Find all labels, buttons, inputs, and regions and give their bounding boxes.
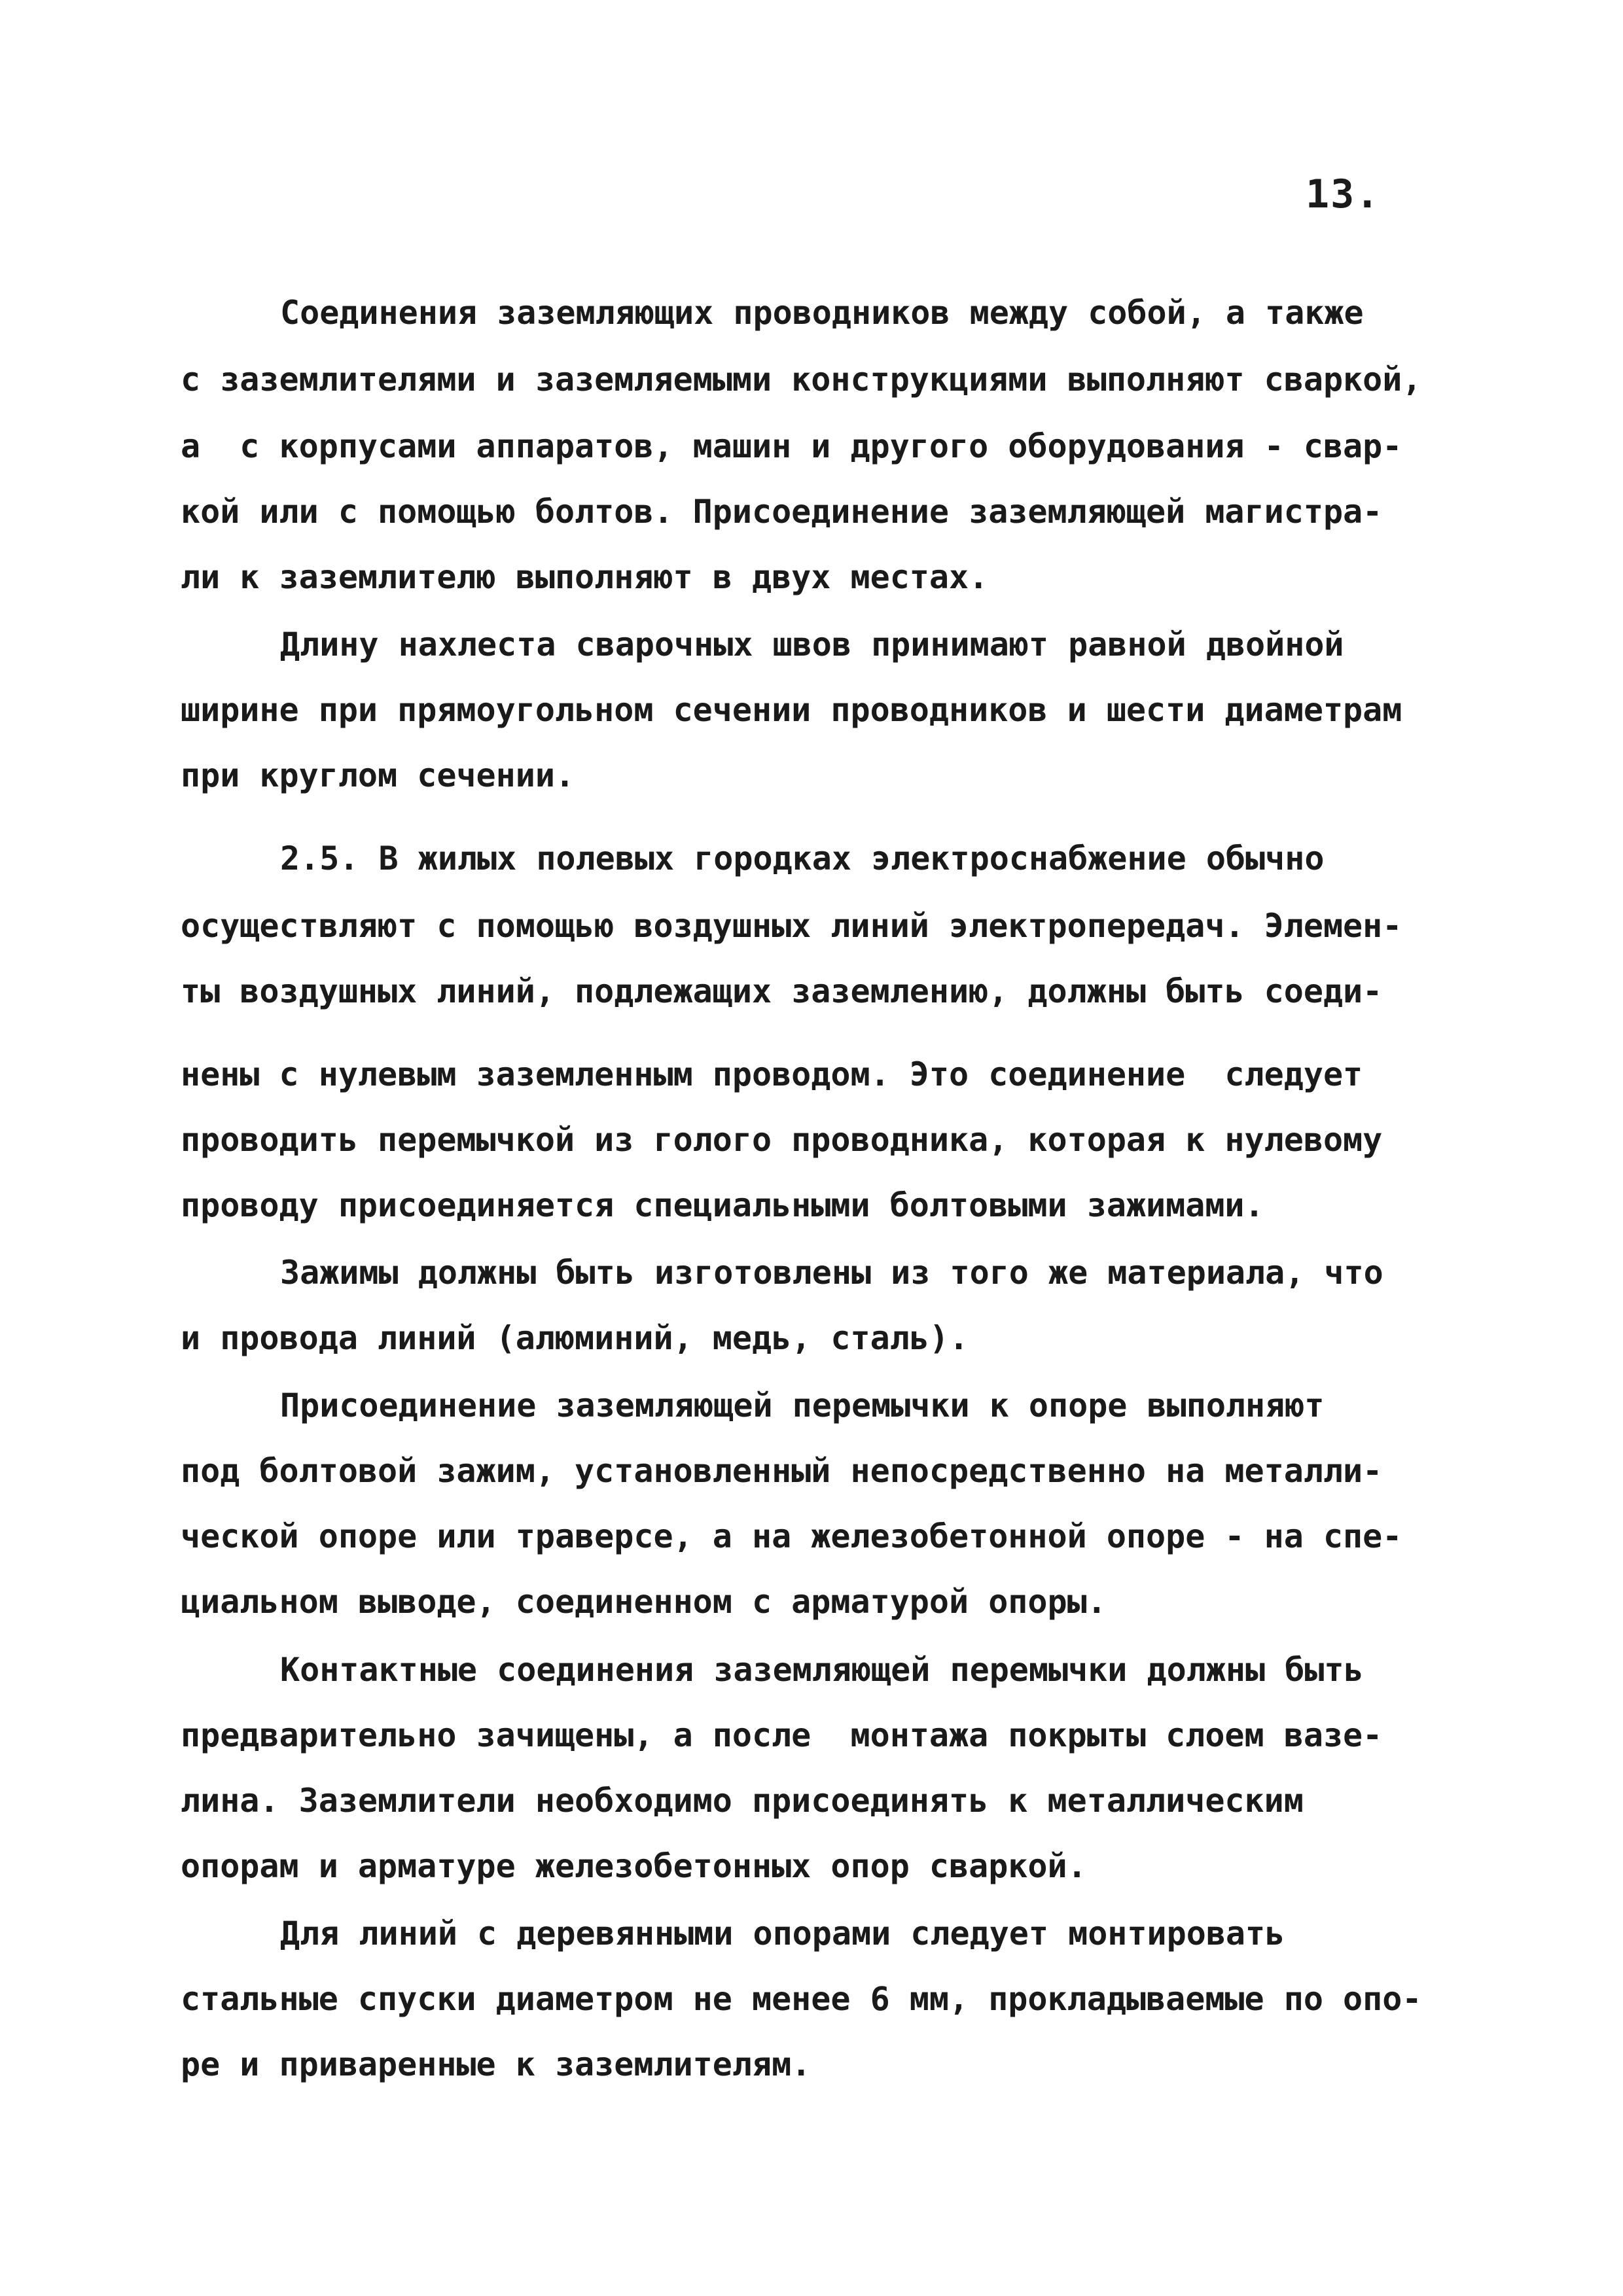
- text-line: ширине при прямоугольном сечении проводников и шести диаметрам: [181, 691, 1402, 729]
- text-line: ре и приваренные к заземлителям.: [181, 2045, 812, 2083]
- text-line: Для линий с деревянными опорами следует монтировать: [280, 1915, 1285, 1952]
- text-line: ли к заземлителю выполняют в двух местах.: [181, 558, 989, 596]
- text-line: Длину нахлеста сварочных швов принимают равной двойной: [280, 626, 1344, 663]
- text-line: стальные спуски диаметром не менее 6 мм, прокладываемые по опо-: [181, 1980, 1422, 2018]
- text-line: проводить перемычкой из голого проводника, которая к нулевому: [181, 1121, 1383, 1159]
- text-line: Присоединение заземляющей перемычки к опоре выполняют: [280, 1386, 1325, 1424]
- text-line: с заземлителями и заземляемыми конструкциями выполняют сваркой,: [181, 361, 1422, 398]
- text-line: кой или с помощью болтов. Присоединение заземляющей магистра-: [181, 493, 1383, 531]
- text-line: нены с нулевым заземленным проводом. Это соединение следует: [181, 1055, 1363, 1093]
- text-line: Зажимы должны быть изготовлены из того же материала, что: [280, 1254, 1383, 1292]
- text-line: под болтовой зажим, установленный непосредственно на металли-: [181, 1452, 1383, 1490]
- text-line: проводу присоединяется специальными болтовыми зажимами.: [181, 1186, 1264, 1224]
- text-line: Контактные соединения заземляющей перемычки должны быть: [280, 1651, 1364, 1689]
- text-line: и провода линий (алюминий, медь, сталь).: [181, 1319, 969, 1357]
- text-line: ты воздушных линий, подлежащих заземлению, должны быть соеди-: [181, 972, 1383, 1010]
- text-line: ческой опоре или траверсе, а на железобетонной опоре - на спе-: [181, 1517, 1402, 1555]
- text-line: при круглом сечении.: [181, 756, 575, 794]
- text-line: опорам и арматуре железобетонных опор сваркой.: [181, 1847, 1087, 1885]
- text-line: 2.5. В жилых полевых городках электроснабжение обычно: [280, 839, 1325, 877]
- text-line: осуществляют с помощью воздушных линий электропередач. Элемен-: [181, 907, 1402, 945]
- text-line: Соединения заземляющих проводников между собой, а также: [280, 294, 1364, 332]
- page-number: 13.: [1306, 171, 1381, 217]
- text-line: предварительно зачищены, а после монтажа покрыты слоем вазе-: [181, 1716, 1383, 1754]
- text-line: циальном выводе, соединенном с арматурой опоры.: [181, 1583, 1107, 1621]
- text-line: лина. Заземлители необходимо присоединять к металлическим: [181, 1782, 1304, 1820]
- text-line: а с корпусами аппаратов, машин и другого оборудования - свар-: [181, 427, 1402, 465]
